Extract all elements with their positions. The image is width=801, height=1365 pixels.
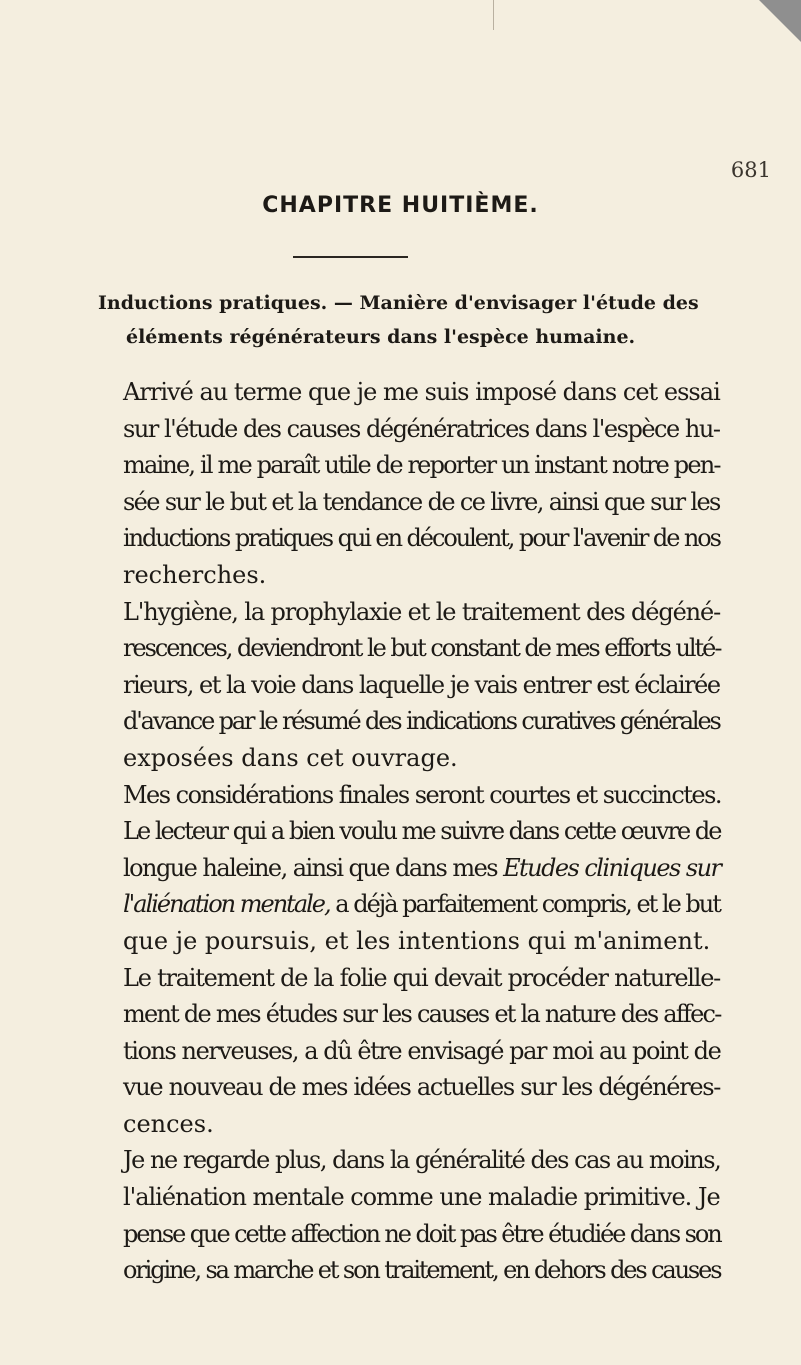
text-line: pense que cette affection ne doit pas être étudiée dans son	[123, 1219, 721, 1248]
text-line: L'hygiène, la prophylaxie et le traitement des dégéné-	[123, 597, 721, 626]
text-line: origine, sa marche et son traitement, en dehors des causes	[123, 1256, 721, 1285]
text-line: tions nerveuses, a dû être envisagé par moi au point de	[123, 1036, 721, 1065]
text-line: recherches.	[123, 560, 267, 589]
folded-corner	[759, 0, 801, 42]
paragraph-3	[98, 777, 720, 960]
title-rule	[293, 256, 408, 258]
text-line: sur l'étude des causes dégénératrices dans l'espèce hu-	[123, 414, 720, 443]
text-line: d'avance par le résumé des indications curatives générales	[123, 707, 720, 736]
text-line	[98, 886, 720, 923]
chapter-summary	[98, 286, 723, 354]
text-segment: a déjà parfaitement compris, et le but	[329, 890, 720, 919]
text-line: cences.	[123, 1109, 214, 1138]
text-line: rescences, deviendront le but constant de mes efforts ulté-	[123, 634, 721, 663]
text-line: Je ne regarde plus, dans la généralité des cas au moins,	[123, 1146, 721, 1175]
paragraph-4	[98, 960, 720, 1143]
book-title-italic: Etudes cliniques sur	[503, 853, 721, 882]
text-line: Mes considérations finales seront courtes et succinctes.	[123, 780, 722, 809]
text-line: l'aliénation mentale comme une maladie primitive. Je	[123, 1183, 720, 1212]
paragraph-2	[98, 594, 720, 777]
margin-mark	[493, 0, 494, 30]
chapter-title: CHAPITRE HUITIÈME.	[262, 193, 539, 218]
summary-line: Inductions pratiques. — Manière d'envisager l'étude des	[98, 292, 699, 314]
text-line	[98, 850, 720, 887]
paragraph-1	[98, 374, 720, 594]
text-line: inductions pratiques qui en découlent, pour l'avenir de nos	[123, 524, 720, 553]
text-line: que je poursuis, et les intentions qui m'animent.	[123, 926, 711, 955]
paragraph-5	[98, 1142, 720, 1288]
text-line: Le lecteur qui a bien voulu me suivre dans cette œuvre de	[123, 817, 721, 846]
page-number: 681	[730, 158, 771, 182]
text-line: Le traitement de la folie qui devait procéder naturelle-	[123, 963, 721, 992]
text-segment: longue haleine, ainsi que dans mes	[123, 853, 504, 882]
text-line: ment de mes études sur les causes et la nature des affec-	[123, 1000, 721, 1029]
text-line: maine, il me paraît utile de reporter un instant notre pen-	[123, 451, 720, 480]
text-line: Arrivé au terme que je me suis imposé dans cet essai	[123, 378, 720, 406]
text-line: vue nouveau de mes idées actuelles sur les dégénéres-	[123, 1073, 721, 1102]
text-line: rieurs, et la voie dans laquelle je vais entrer est éclairée	[123, 670, 720, 699]
text-line: sée sur le but et la tendance de ce livre, ainsi que sur les	[123, 487, 720, 516]
book-title-italic: l'aliénation mentale,	[123, 890, 330, 919]
body-text	[98, 374, 720, 1289]
summary-line: éléments régénérateurs dans l'espèce humaine.	[126, 326, 636, 348]
text-line: exposées dans cet ouvrage.	[123, 743, 458, 772]
